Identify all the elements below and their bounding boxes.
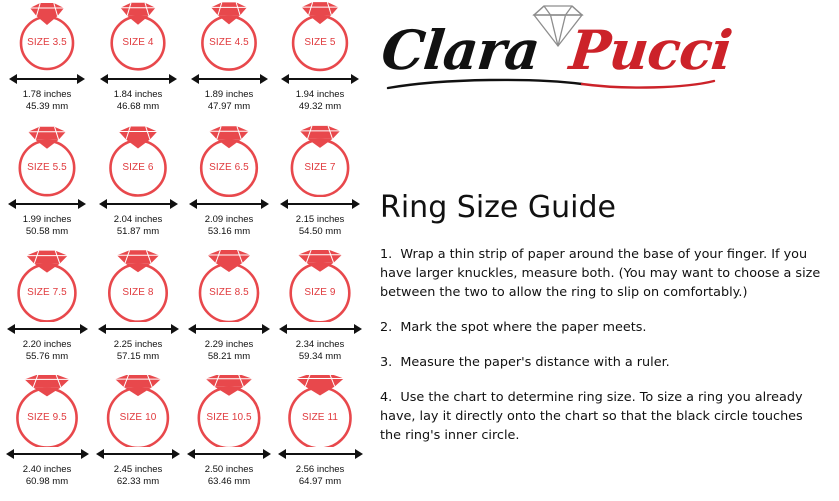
ring-illustration xyxy=(275,0,365,72)
guide-step-number: 3. xyxy=(380,355,401,370)
ring-size-cell xyxy=(184,250,274,375)
ring-icon xyxy=(2,0,92,72)
measurement-inches: 1.89 inches xyxy=(204,89,254,100)
guide-step-text: Measure the paper's distance with a ruler. xyxy=(400,355,670,370)
ring-measurement xyxy=(184,339,274,362)
measurement-arrow-icon xyxy=(96,448,180,460)
guide-step-text: Use the chart to determine ring size. To size a ring you already have, lay it directly onto the chart so that the black circle touches the ring's inner circle. xyxy=(380,390,803,443)
ring-size-cell xyxy=(2,0,92,125)
ring-size-label: SIZE 8 xyxy=(122,287,154,298)
ring-icon xyxy=(2,375,92,447)
ring-illustration xyxy=(93,125,183,197)
ring-icon xyxy=(93,0,183,72)
guide-panel xyxy=(362,0,839,501)
ring-illustration xyxy=(93,375,183,447)
measurement-arrow-icon xyxy=(281,73,359,85)
ring-measurement xyxy=(2,339,92,362)
ring-measurement xyxy=(184,214,274,237)
ring-illustration xyxy=(275,250,365,322)
ring-measurement xyxy=(275,214,365,237)
ring-illustration xyxy=(275,375,365,447)
measurement-arrow-icon xyxy=(9,73,85,85)
measurement-mm: 46.68 mm xyxy=(116,100,160,112)
ring-size-cell xyxy=(2,250,92,375)
measurement-arrow-icon xyxy=(191,73,268,85)
measurement-arrow-icon xyxy=(100,73,177,85)
measurement-inches: 2.15 inches xyxy=(295,214,345,225)
measurement-mm: 54.50 mm xyxy=(298,225,342,237)
ring-size-label: SIZE 4.5 xyxy=(209,37,249,48)
ring-size-label: SIZE 4 xyxy=(122,37,154,48)
ring-measurement xyxy=(93,214,183,237)
measurement-inches: 1.78 inches xyxy=(22,89,72,100)
guide-step-number: 1. xyxy=(380,247,401,262)
ring-size-label: SIZE 7 xyxy=(304,162,336,173)
ring-size-cell xyxy=(275,375,365,500)
guide-step xyxy=(380,245,823,302)
measurement-arrow-icon xyxy=(279,323,362,335)
measurement-inches: 1.94 inches xyxy=(295,89,345,100)
ring-size-cell xyxy=(2,375,92,500)
ring-measurement xyxy=(275,89,365,112)
measurement-inches: 2.25 inches xyxy=(113,339,163,350)
measurement-mm: 58.21 mm xyxy=(207,350,251,362)
ring-measurement xyxy=(2,89,92,112)
ring-icon xyxy=(2,125,92,197)
ring-size-label: SIZE 11 xyxy=(301,412,339,423)
ring-measurement xyxy=(184,89,274,112)
ring-size-label: SIZE 10 xyxy=(119,412,157,423)
ring-size-label: SIZE 6 xyxy=(122,162,154,173)
measurement-inches: 2.04 inches xyxy=(113,214,163,225)
ring-size-cell xyxy=(93,375,183,500)
measurement-mm: 47.97 mm xyxy=(207,100,251,112)
measurement-inches: 2.50 inches xyxy=(204,464,254,475)
measurement-mm: 49.32 mm xyxy=(298,100,342,112)
ring-size-label: SIZE 9 xyxy=(304,287,336,298)
ring-size-label: SIZE 6.5 xyxy=(209,162,249,173)
guide-step-number: 2. xyxy=(380,320,401,335)
ring-size-label: SIZE 9.5 xyxy=(27,412,67,423)
measurement-inches: 1.84 inches xyxy=(113,89,163,100)
ring-measurement xyxy=(184,464,274,487)
ring-size-cell xyxy=(184,125,274,250)
ring-icon xyxy=(275,0,365,72)
ring-size-label: SIZE 10.5 xyxy=(206,412,252,423)
ring-illustration xyxy=(184,0,274,72)
ring-size-label: SIZE 8.5 xyxy=(209,287,249,298)
guide-steps xyxy=(380,245,823,461)
measurement-mm: 57.15 mm xyxy=(116,350,160,362)
measurement-inches: 1.99 inches xyxy=(22,214,72,225)
ring-illustration xyxy=(93,250,183,322)
ring-size-cell xyxy=(2,125,92,250)
ring-measurement xyxy=(275,464,365,487)
measurement-arrow-icon xyxy=(8,198,86,210)
ring-icon xyxy=(93,250,183,322)
ring-illustration xyxy=(93,0,183,72)
ring-size-cell xyxy=(275,125,365,250)
ring-illustration xyxy=(275,125,365,197)
brand-name-first: Clara xyxy=(378,18,543,82)
ring-illustration xyxy=(2,125,92,197)
logo-swash-icon xyxy=(386,78,716,92)
ring-icon xyxy=(275,125,365,197)
measurement-inches: 2.45 inches xyxy=(113,464,163,475)
measurement-arrow-icon xyxy=(188,323,270,335)
ring-illustration xyxy=(184,375,274,447)
measurement-mm: 50.58 mm xyxy=(25,225,69,237)
ring-size-cell xyxy=(93,0,183,125)
ring-size-cell xyxy=(275,250,365,375)
ring-icon xyxy=(2,250,92,322)
measurement-mm: 62.33 mm xyxy=(116,475,160,487)
guide-step xyxy=(380,353,823,372)
ring-icon xyxy=(93,375,183,447)
ring-illustration xyxy=(184,125,274,197)
measurement-mm: 63.46 mm xyxy=(207,475,251,487)
ring-size-cell xyxy=(184,0,274,125)
measurement-arrow-icon xyxy=(187,448,271,460)
ring-measurement xyxy=(93,89,183,112)
measurement-mm: 53.16 mm xyxy=(207,225,251,237)
ring-measurement xyxy=(93,339,183,362)
guide-step-text: Wrap a thin strip of paper around the base of your finger. If you have larger knuckles, measure both. (You may want to choose a size between the two to allow the ring to slip on comfortably.) xyxy=(380,247,821,300)
ring-icon xyxy=(184,0,274,72)
ring-illustration xyxy=(2,0,92,72)
ring-measurement xyxy=(2,464,92,487)
guide-step-text: Mark the spot where the paper meets. xyxy=(400,320,647,335)
guide-step xyxy=(380,388,823,445)
ring-illustration xyxy=(184,250,274,322)
ring-illustration xyxy=(2,375,92,447)
brand-name-second: Pucci xyxy=(566,18,735,82)
measurement-arrow-icon xyxy=(278,448,363,460)
measurement-inches: 2.34 inches xyxy=(295,339,345,350)
ring-icon xyxy=(184,250,274,322)
ring-illustration xyxy=(2,250,92,322)
ring-measurement xyxy=(2,214,92,237)
ring-size-label: SIZE 5 xyxy=(304,37,336,48)
ring-size-label: SIZE 7.5 xyxy=(27,287,67,298)
ring-size-chart xyxy=(0,0,362,501)
measurement-inches: 2.56 inches xyxy=(295,464,345,475)
measurement-inches: 2.20 inches xyxy=(22,339,72,350)
measurement-mm: 51.87 mm xyxy=(116,225,160,237)
guide-step-number: 4. xyxy=(380,390,401,405)
measurement-mm: 60.98 mm xyxy=(25,475,69,487)
ring-icon xyxy=(184,125,274,197)
measurement-arrow-icon xyxy=(6,448,89,460)
ring-icon xyxy=(93,125,183,197)
ring-size-cell xyxy=(93,125,183,250)
measurement-mm: 64.97 mm xyxy=(298,475,342,487)
measurement-mm: 45.39 mm xyxy=(25,100,69,112)
measurement-mm: 55.76 mm xyxy=(25,350,69,362)
measurement-inches: 2.09 inches xyxy=(204,214,254,225)
ring-size-label: SIZE 5.5 xyxy=(27,162,67,173)
measurement-arrow-icon xyxy=(189,198,269,210)
ring-size-cell xyxy=(184,375,274,500)
ring-icon xyxy=(275,250,365,322)
ring-size-label: SIZE 3.5 xyxy=(27,37,67,48)
ring-size-cell xyxy=(93,250,183,375)
ring-measurement xyxy=(275,339,365,362)
ring-size-cell xyxy=(275,0,365,125)
ring-icon xyxy=(275,375,365,447)
ring-icon xyxy=(184,375,274,447)
ring-measurement xyxy=(93,464,183,487)
measurement-inches: 2.40 inches xyxy=(22,464,72,475)
measurement-arrow-icon xyxy=(7,323,88,335)
measurement-mm: 59.34 mm xyxy=(298,350,342,362)
brand-logo xyxy=(372,0,792,110)
measurement-arrow-icon xyxy=(98,323,179,335)
measurement-arrow-icon xyxy=(99,198,178,210)
measurement-inches: 2.29 inches xyxy=(204,339,254,350)
page-title: Ring Size Guide xyxy=(380,190,616,225)
guide-step xyxy=(380,318,823,337)
measurement-arrow-icon xyxy=(280,198,360,210)
